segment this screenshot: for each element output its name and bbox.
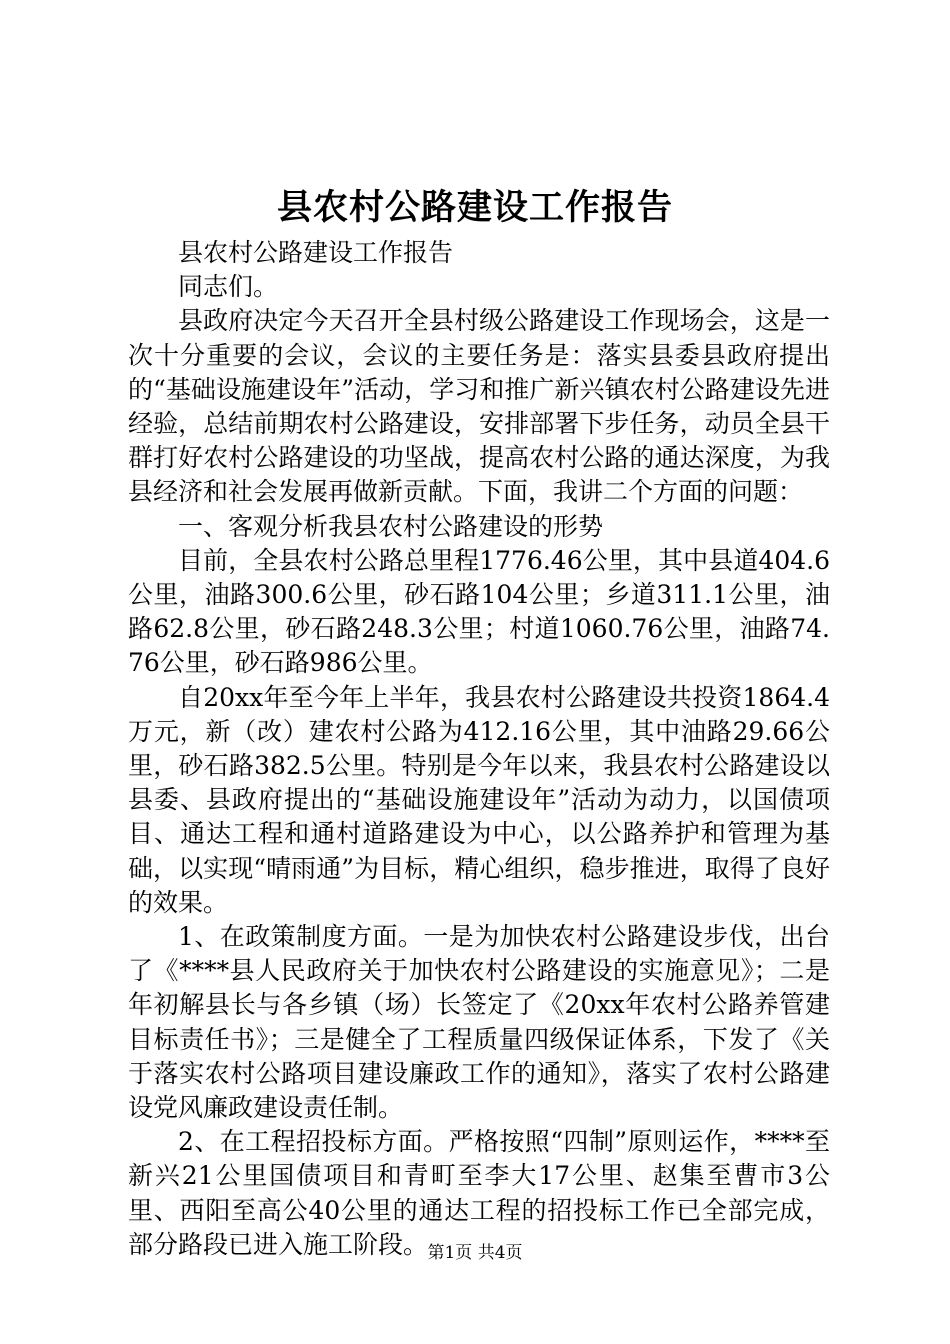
paragraph-mileage: 目前，全县农村公路总里程1776.46公里，其中县道404.6公里，油路300.6公里，砂石路104公里；乡道311.1公里，油路62.8公里，砂石路248.3公里；村道1060.76公里，油路74.76公里，砂石路986公里。 — [128, 545, 830, 678]
document-body — [128, 236, 830, 1262]
page-number-footer: 第1页 共4页 — [427, 1243, 523, 1263]
paragraph-intro: 县政府决定今天召开全县村级公路建设工作现场会，这是一次十分重要的会议，会议的主要任务是：落实县委县政府提出的“基础设施建设年”活动，学习和推广新兴镇农村公路建设先进经验，总结前期农村公路建设，安排部署下步任务，动员全县干群打好农村公路建设的功坚战，提高农村公路的通达深度，为我县经济和社会发展再做新贡献。下面，我讲二个方面的问题： — [128, 306, 830, 507]
document-title: 县农村公路建设工作报告 — [276, 187, 673, 228]
paragraph-subtitle: 县农村公路建设工作报告 — [178, 238, 454, 267]
paragraph-bidding: 2、在工程招投标方面。严格按照“四制”原则运作，****至新兴21公里国债项目和青町至李大17公里、赵集至曹市3公里、西阳至高公40公里的通达工程的招投标工作已全部完成，部分路段已进入施工阶段。 — [128, 1127, 830, 1259]
paragraph-policy: 1、在政策制度方面。一是为加快农村公路建设步伐，出台了《****县人民政府关于加快农村公路建设的实施意见》；二是年初解县长与各乡镇（场）长签定了《20xx年农村公路养管建目标责任书》；三是健全了工程质量四级保证体系，下发了《关于落实农村公路项目建设廉政工作的通知》，落实了农村公路建设党风廉政建设责任制。 — [128, 922, 830, 1123]
paragraph-salutation: 同志们。 — [178, 272, 279, 302]
paragraph-investment: 自20xx年至今年上半年，我县农村公路建设共投资1864.4万元，新（改）建农村公路为412.16公里，其中油路29.66公里，砂石路382.5公里。特别是今年以来，我县农村公路建设以县委、县政府提出的“基础设施建设年”活动为动力，以国债项目、通达工程和通村道路建设为中心，以公路养护和管理为基础，以实现“晴雨通”为目标，精心组织，稳步推进，取得了良好的效果。 — [128, 682, 830, 917]
section-heading-1: 一、客观分析我县农村公路建设的形势 — [178, 511, 604, 541]
